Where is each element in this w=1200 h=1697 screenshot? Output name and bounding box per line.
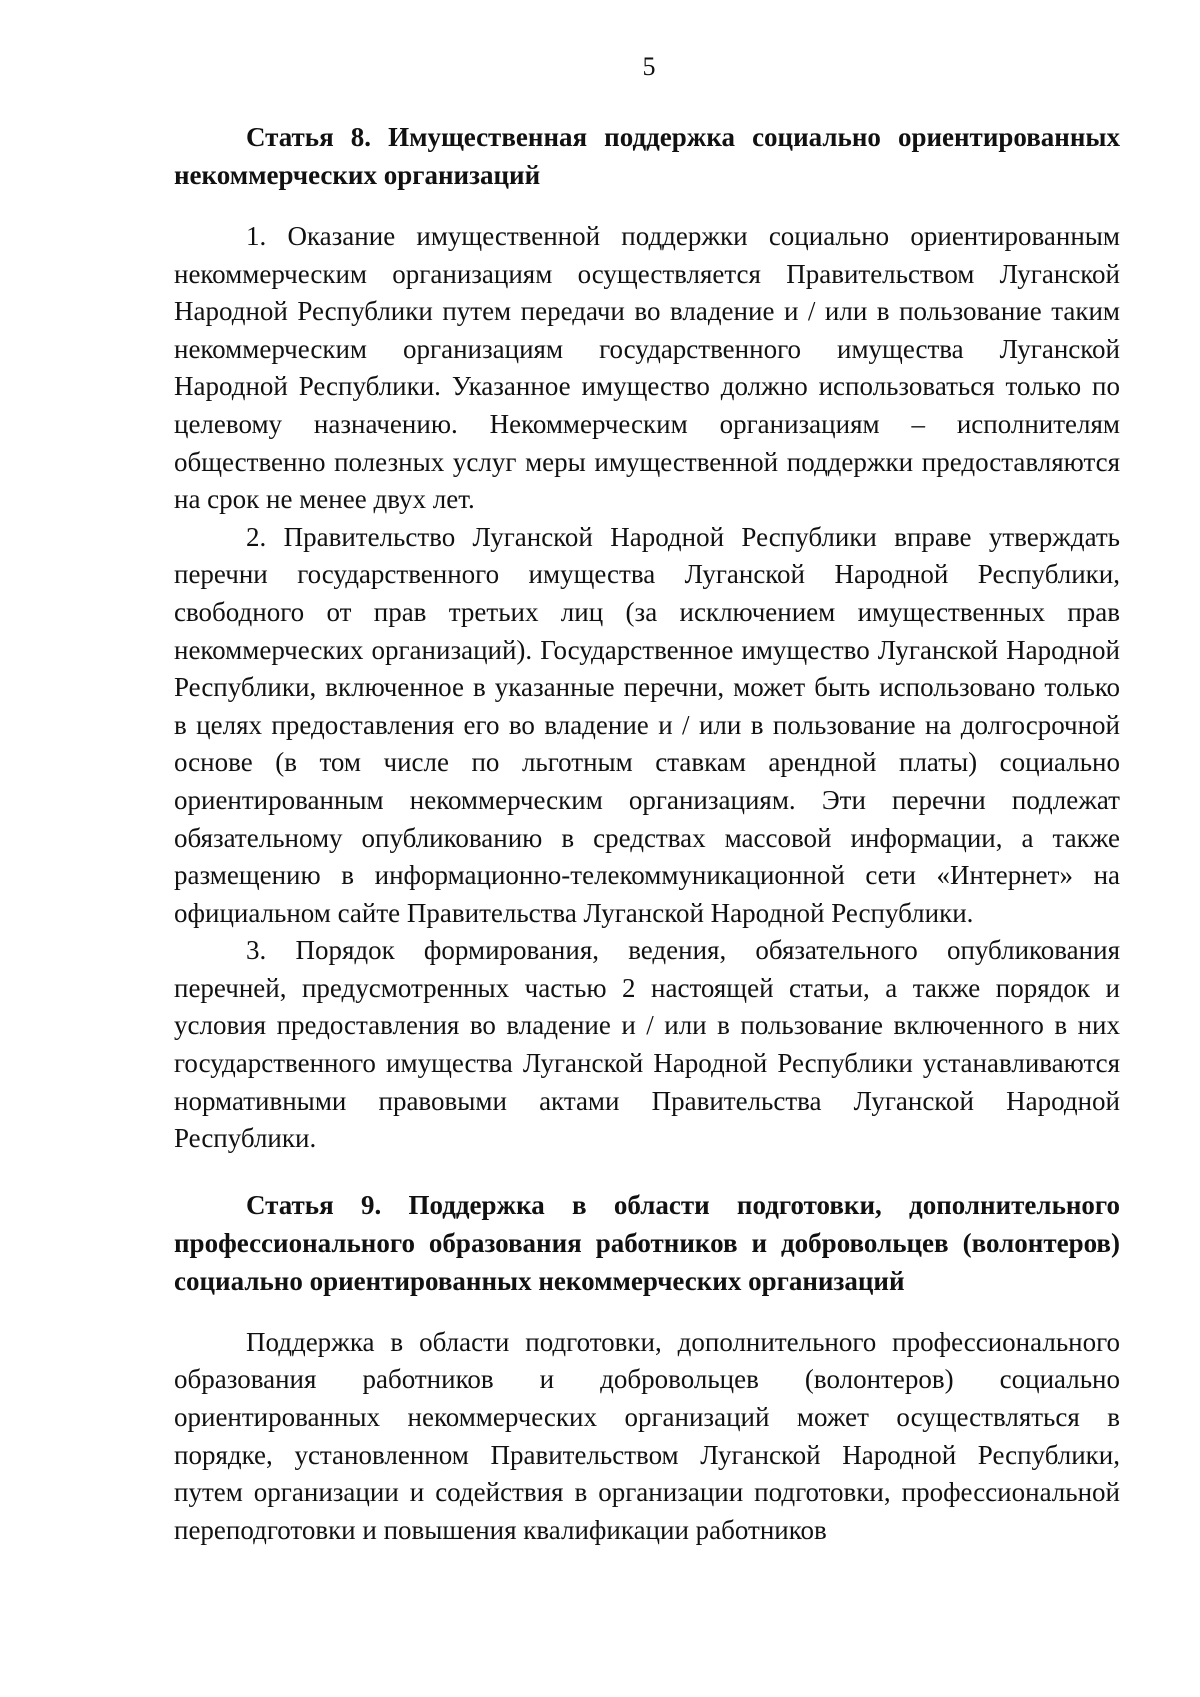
article-8-heading: Статья 8. Имущественная поддержка социально ориентированных некоммерческих организаций [174,122,1120,190]
article-8-paragraph-2: 2. Правительство Луганской Народной Республики вправе утверждать перечни государственного имущества Луганской Народной Республики, свободного от прав третьих лиц (за исключением имущественных прав некоммерческих организаций). Государственное имущество Луганской Народной Республики, включенное в указанные перечни, может быть использовано только в целях предоставления его во владение и / или в пользование на долгосрочной основе (в том числе по льготным ставкам арендной платы) социально ориентированным некоммерческим организациям. Эти перечни подлежат обязательному опубликованию в средствах массовой информации, а также размещению в информационно-телекоммуникационной сети «Интернет» на официальном сайте Правительства Луганской Народной Республики. [174,521,1120,928]
page-number: 5 [642,52,656,81]
article-9-heading: Статья 9. Поддержка в области подготовки, дополнительного профессионального образования работников и добровольцев (волонтеров) социально ориентированных некоммерческих организаций [174,1189,1120,1296]
article-8-paragraph-3: 3. Порядок формирования, ведения, обязательного опубликования перечней, предусмотренных частью 2 настоящей статьи, а также порядок и условия предоставления во владение и / или в пользование включенного в них государственного имущества Луганской Народной Республики устанавливаются нормативными правовыми актами Правительства Луганской Народной Республики. [174,935,1120,1154]
article-9-paragraph-1: Поддержка в области подготовки, дополнительного профессионального образования работников и добровольцев (волонтеров) социально ориентированных некоммерческих организаций может осуществляться в порядке, установленном Правительством Луганской Народной Республики, путем организации и содействия в организации подготовки, профессиональной переподготовки и повышения квалификации работников [174,1326,1120,1545]
document-page [174,52,1120,1549]
section-spacer [174,1158,1120,1186]
article-8-paragraph-1: 1. Оказание имущественной поддержки социально ориентированным некоммерческим организациям осуществляется Правительством Луганской Народной Республики путем передачи во владение и / или в пользование таким некоммерческим организациям государственного имущества Луганской Народной Республики. Указанное имущество должно использоваться только по целевому назначению. Некоммерческим организациям – исполнителям общественно полезных услуг меры имущественной поддержки предоставляются на срок не менее двух лет. [174,221,1120,515]
